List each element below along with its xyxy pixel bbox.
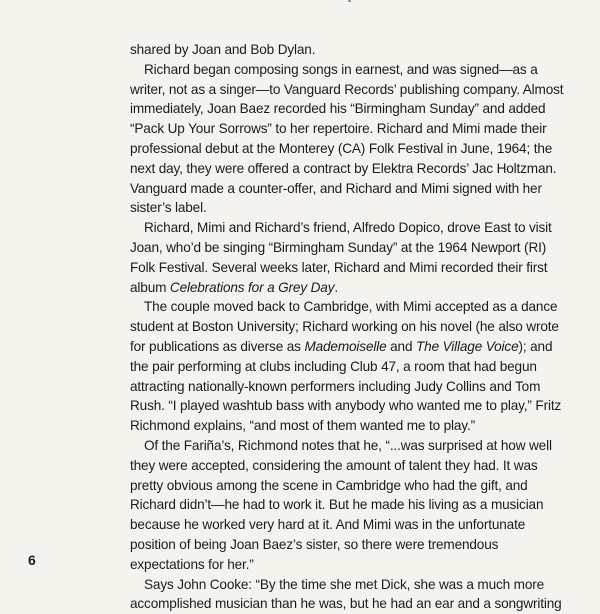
text-line: sister’s label. bbox=[130, 200, 207, 216]
text-line: Rush. “I played washtub bass with anybody who wanted me to play,” Fritz bbox=[130, 398, 562, 414]
text-line: next day, they were offered a contract by Elektra Records’ Jac Holtzman. bbox=[130, 160, 557, 176]
text-line: immediately, Joan Baez recorded his “Birmingham Sunday” and added bbox=[130, 101, 546, 117]
text-line: Of the Fariña’s, Richmond notes that he, “...was surprised at how well bbox=[144, 437, 552, 453]
text-line: Richard began composing songs in earnest, and was signed—as a bbox=[144, 61, 538, 77]
text-span: and bbox=[386, 338, 416, 354]
body-text bbox=[130, 40, 570, 614]
text-line: because he worked very hard at it. And Mimi was in the unfortunate bbox=[130, 517, 526, 533]
text-span: . bbox=[334, 279, 338, 295]
text-line: “Pack Up Your Sorrows” to her repertoire. Richard and Mimi made their bbox=[130, 121, 547, 137]
text-line: Vanguard made a counter-offer, and Richard and Mimi signed with her bbox=[130, 180, 542, 196]
text-line: accomplished musician than he was, but he had an ear and a songwriting bbox=[130, 596, 562, 612]
italic-title: The Village Voice bbox=[416, 338, 519, 354]
text-line: professional debut at the Monterey (CA) Folk Festival in June, 1964; the bbox=[130, 140, 553, 156]
text-line: Richmond explains, “and most of them wanted me to play.” bbox=[130, 418, 475, 434]
text-line: Richard didn’t—he had to work it. But he made his living as a musician bbox=[130, 497, 544, 513]
italic-title: Celebrations for a Grey Day bbox=[169, 279, 335, 295]
text-line: the pair performing at clubs including Club 47, a room that had begun bbox=[130, 358, 537, 374]
text-line: Joan, who’d be singing “Birmingham Sunday” at the 1964 Newport (RI) bbox=[130, 239, 547, 255]
text-line: position of being Joan Baez’s sister, so there were tremendous bbox=[130, 536, 499, 552]
text-line: shared by Joan and Bob Dylan. bbox=[130, 42, 316, 57]
text-span: album bbox=[130, 279, 170, 295]
text-span: ); and bbox=[518, 338, 553, 354]
text-span: for publications as diverse as bbox=[130, 338, 305, 354]
text-line bbox=[130, 337, 570, 357]
text-line: they were accepted, considering the amount of talent they had. It was bbox=[130, 457, 538, 473]
text-line: writer, not as a singer—to Vanguard Records’ publishing company. Almost bbox=[130, 81, 564, 97]
scan-speck bbox=[348, 0, 351, 2]
text-line: Says John Cooke: “By the time she met Dick, she was a much more bbox=[144, 576, 545, 592]
text-line: attracting nationally-known performers including Judy Collins and Tom bbox=[130, 378, 541, 394]
text-line: The couple moved back to Cambridge, with Mimi accepted as a dance bbox=[144, 299, 558, 315]
text-line: Folk Festival. Several weeks later, Richard and Mimi recorded their first bbox=[130, 259, 548, 275]
page-number: 6 bbox=[28, 552, 36, 568]
text-line: student at Boston University; Richard working on his novel (he also wrote bbox=[130, 319, 559, 335]
text-line: Richard, Mimi and Richard’s friend, Alfredo Dopico, drove East to visit bbox=[144, 220, 552, 236]
text-line: expectations for her.” bbox=[130, 556, 254, 572]
text-line bbox=[130, 278, 570, 298]
text-line: pretty obvious among the scene in Cambridge who had the gift, and bbox=[130, 477, 528, 493]
italic-title: Mademoiselle bbox=[304, 338, 387, 354]
